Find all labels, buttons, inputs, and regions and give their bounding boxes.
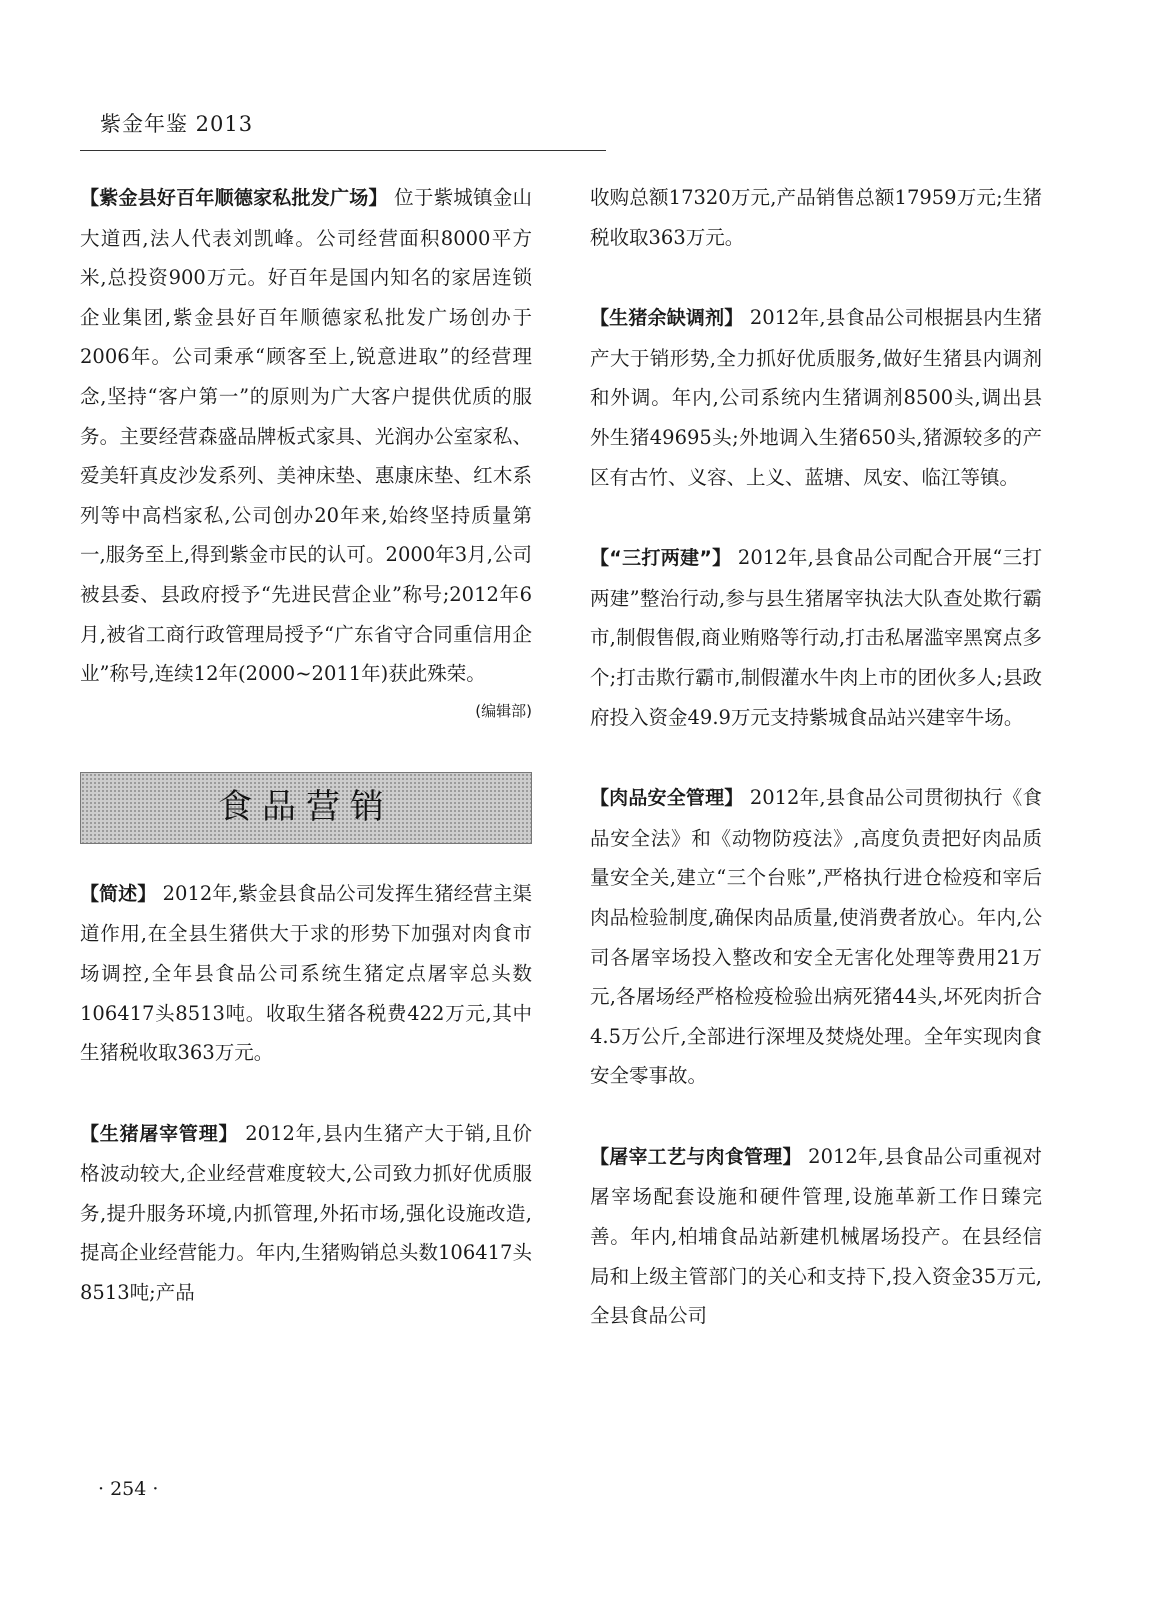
entry-san-da-liang-jian — [590, 538, 1042, 737]
entry-body: 2012年,县食品公司贯彻执行《食品安全法》和《动物防疫法》,高度负责把好肉品质量安全关,建立“三个台账”,严格执行进仓检疫和宰后肉品检验制度,确保肉品质量,使消费者放心。年内,公司各屠宰场投入整改和安全无害化处理等费用21万元,各屠场经严格检疫检验出病死猪44头,坏死肉折合4.5万公斤,全部进行深埋及焚烧处理。全年实现肉食安全零事故。 — [590, 786, 1042, 1088]
entry-body: 2012年,县内生猪产大于销,且价格波动较大,企业经营难度较大,公司致力抓好优质服务,提升服务环境,内抓管理,外拓市场,强化设施改造,提高企业经营能力。年内,生猪购销总头数106417头8513吨;产品 — [80, 1121, 532, 1305]
entry-title: 【屠宰工艺与肉食管理】 — [590, 1145, 802, 1168]
left-column — [80, 178, 532, 1313]
entry-title: 【紫金县好百年顺德家私批发广场】 — [80, 187, 388, 209]
entry-body: 位于紫城镇金山大道西,法人代表刘凯峰。公司经营面积8000平方米,总投资900万元。好百年是国内知名的家居连锁企业集团,紫金县好百年顺德家私批发广场创办于2006年。公司秉承“顾客至上,锐意进取”的经营理念,坚持“客户第一”的原则为广大客户提供优质的服务。主要经营森盛品牌板式家具、光润办公室家私、爱美轩真皮沙发系列、美神床垫、惠康床垫、红木系列等中高档家私,公司创办20年来,始终坚持质量第一,服务至上,得到紫金市民的认可。2000年3月,公司被县委、县政府授予“先进民营企业”称号;2012年6月,被省工商行政管理局授予“广东省守合同重信用企业”称号,连续12年(2000~2011年)获此殊荣。 — [80, 186, 532, 686]
entry-pig-allocation — [590, 298, 1042, 497]
header-rule — [80, 150, 606, 151]
entry-haobainian — [80, 178, 532, 694]
entry-title: 【生猪屠宰管理】 — [80, 1122, 239, 1145]
entry-title: 【生猪余缺调剂】 — [590, 307, 744, 330]
section-title: 食品营销 — [218, 786, 394, 827]
page-number: · 254 · — [98, 1478, 159, 1500]
entry-body: 2012年,紫金县食品公司发挥生猪经营主渠道作用,在全县生猪供大于求的形势下加强对肉食市场调控,全年县食品公司系统生猪定点屠宰总头数106417头8513吨。收取生猪各税费422万元,其中生猪税收取363万元。 — [80, 881, 532, 1065]
entry-body: 2012年,县食品公司配合开展“三打两建”整治行动,参与县生猪屠宰执法大队查处欺行霸市,制假售假,商业贿赂等行动,打击私屠滥宰黑窝点多个;打击欺行霸市,制假灌水牛肉上市的团伙多人;县政府投入资金49.9万元支持紫城食品站兴建宰牛场。 — [590, 546, 1042, 729]
byline: (编辑部) — [475, 701, 532, 720]
entry-slaughter-management — [80, 1114, 532, 1313]
running-head: 紫金年鉴 2013 — [100, 112, 254, 136]
entry-meat-safety — [590, 778, 1042, 1096]
entry-body: 2012年,县食品公司重视对屠宰场配套设施和硬件管理,设施革新工作日臻完善。年内,柏埔食品站新建机械屠场投产。在县经信局和上级主管部门的关心和支持下,投入资金35万元,全县食品公司 — [590, 1144, 1042, 1328]
right-column — [590, 178, 1042, 1336]
continuation-text: 收购总额17320万元,产品销售总额17959万元;生猪税收取363万元。 — [590, 186, 1042, 249]
entry-title: 【肉品安全管理】 — [590, 787, 744, 810]
entry-overview — [80, 874, 532, 1073]
section-banner — [80, 772, 532, 844]
entry-title: 【简述】 — [80, 882, 157, 905]
entry-title: 【“三打两建”】 — [590, 547, 732, 570]
entry-body: 2012年,县食品公司根据县内生猪产大于销形势,全力抓好优质服务,做好生猪县内调剂和外调。年内,公司系统内生猪调剂8500头,调出县外生猪49695头;外地调入生猪650头,猪源较多的产区有古竹、义容、上义、蓝塘、凤安、临江等镇。 — [590, 306, 1042, 489]
entry-slaughter-process — [590, 1137, 1042, 1336]
